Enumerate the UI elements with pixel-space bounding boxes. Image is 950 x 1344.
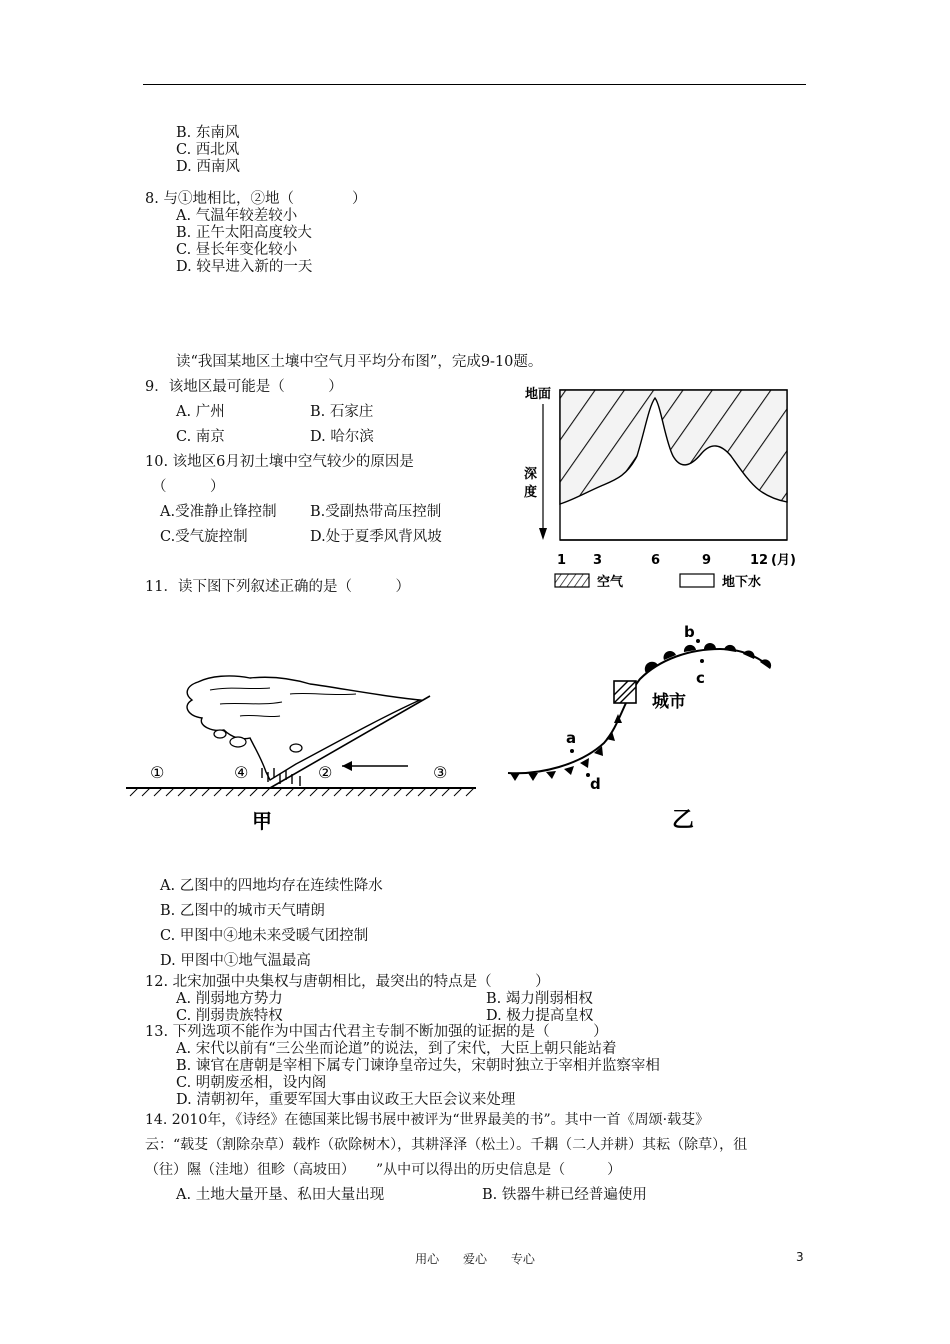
point-c-label: c bbox=[696, 669, 705, 687]
point-3: ③ bbox=[433, 763, 448, 782]
q7-option-d: D. 西南风 bbox=[176, 159, 240, 175]
point-a-dot bbox=[570, 749, 574, 753]
q10-stem: 10. 该地区6月初土壤中空气较少的原因是 bbox=[145, 454, 414, 470]
page-number: 3 bbox=[796, 1250, 804, 1264]
q12-option-c: C. 削弱贵族特权 bbox=[176, 1008, 283, 1024]
q9-stem: 9．该地区最可能是（ ） bbox=[145, 379, 343, 395]
q14-option-b: B. 铁器牛耕已经普遍使用 bbox=[482, 1187, 647, 1203]
cloud-puff-2 bbox=[214, 730, 226, 738]
figure-yi-caption: 乙 bbox=[672, 808, 695, 833]
point-a-label: a bbox=[566, 729, 577, 747]
point-1: ① bbox=[150, 763, 165, 782]
depth-arrowhead bbox=[539, 528, 547, 540]
q9-option-d: D. 哈尔滨 bbox=[310, 429, 374, 445]
front-line bbox=[508, 649, 770, 773]
cold-air-arrowhead bbox=[342, 761, 352, 771]
header-rule bbox=[143, 84, 806, 85]
q9-option-b: B. 石家庄 bbox=[310, 404, 374, 420]
footer-word-2: 爱心 bbox=[462, 1252, 487, 1266]
x-tick-9: 9 bbox=[702, 553, 712, 568]
footer-word-3: 专心 bbox=[510, 1252, 535, 1266]
q9-option-c: C. 南京 bbox=[176, 429, 225, 445]
figure-jia-caption: 甲 bbox=[252, 809, 272, 833]
x-tick-3: 3 bbox=[593, 553, 603, 568]
q12-option-a: A. 削弱地方势力 bbox=[176, 991, 283, 1007]
q8-option-b: B. 正午太阳高度较大 bbox=[176, 225, 312, 241]
intro-9-10: 读“我国某地区土壤中空气月平均分布图”，完成9-10题。 bbox=[176, 354, 543, 370]
figure-yi bbox=[500, 615, 785, 835]
q13-stem: 13. 下列选项不能作为中国古代君主专制不断加强的证据的是（ ） bbox=[145, 1024, 608, 1040]
q8-option-a: A. 气温年较差较小 bbox=[176, 208, 298, 224]
figure-jia bbox=[120, 660, 485, 835]
q12-option-b: B. 竭力削弱相权 bbox=[486, 991, 593, 1007]
point-2: ② bbox=[318, 763, 333, 782]
legend-air-swatch bbox=[555, 574, 589, 587]
point-d-label: d bbox=[590, 775, 601, 793]
q8-option-d: D. 较早进入新的一天 bbox=[176, 259, 313, 275]
q7-option-c: C. 西北风 bbox=[176, 142, 240, 158]
x-tick-12: 12 bbox=[750, 553, 769, 568]
q12-option-d: D. 极力提高皇权 bbox=[486, 1008, 594, 1024]
warm-front-semicircles bbox=[645, 643, 771, 673]
point-b-dot bbox=[696, 639, 700, 643]
q10-option-d: D.处于夏季风背风坡 bbox=[310, 529, 442, 545]
legend-groundwater-label: 地下水 bbox=[722, 575, 762, 590]
q11-option-b: B. 乙图中的城市天气晴朗 bbox=[160, 903, 325, 919]
q13-option-a: A. 宋代以前有“三公坐而论道”的说法，到了宋代，大臣上朝只能站着 bbox=[176, 1041, 617, 1057]
q14-line-2: 云：“载芟（割除杂草）载柞（砍除树木），其耕泽泽（松土）。千耦（二人并耕）其耘（除草），徂 bbox=[145, 1137, 748, 1153]
x-unit: (月) bbox=[771, 553, 796, 568]
q10-option-a: A.受准静止锋控制 bbox=[160, 504, 277, 520]
q8-option-c: C. 昼长年变化较小 bbox=[176, 242, 298, 258]
q11-option-c: C. 甲图中④地未来受暖气团控制 bbox=[160, 928, 369, 944]
q14-option-a: A. 土地大量开垦、私田大量出现 bbox=[176, 1187, 385, 1203]
city-label: 城市 bbox=[652, 692, 686, 712]
depth-label-2: 度 bbox=[524, 485, 538, 500]
q13-option-b: B. 谏官在唐朝是宰相下属专门谏诤皇帝过失，宋朝时独立于宰相并监察宰相 bbox=[176, 1058, 660, 1074]
point-b-label: b bbox=[684, 623, 695, 641]
q13-option-c: C. 明朝废丞相，设内阁 bbox=[176, 1075, 327, 1091]
ground-hatching bbox=[130, 788, 474, 796]
q10-paren: （ ） bbox=[152, 479, 225, 495]
cold-front-triangles bbox=[510, 714, 622, 781]
cloud-mass bbox=[187, 676, 420, 780]
q14-line-1: 14. 2010年，《诗经》在德国莱比锡书展中被评为“世界最美的书”。其中一首《周颂·载芟》 bbox=[145, 1112, 710, 1128]
legend-air-label: 空气 bbox=[597, 575, 624, 590]
cloud-puff-1 bbox=[230, 737, 246, 747]
q13-option-d: D. 清朝初年，重要军国大事由议政王大臣会议来处理 bbox=[176, 1092, 516, 1108]
depth-label-1: 深 bbox=[524, 467, 538, 482]
q8-stem: 8. 与①地相比，②地（ ） bbox=[145, 191, 367, 207]
point-4: ④ bbox=[234, 763, 249, 782]
q10-option-b: B.受副热带高压控制 bbox=[310, 504, 442, 520]
legend-groundwater-swatch bbox=[680, 574, 714, 587]
cloud-puff-3 bbox=[290, 744, 302, 752]
surface-label: 地面 bbox=[525, 387, 552, 402]
q9-option-a: A. 广州 bbox=[176, 404, 225, 420]
q14-line-3: （往）隰（洼地）徂畛（高坡田） ”从中可以得出的历史信息是（ ） bbox=[145, 1162, 622, 1178]
q10-option-c: C.受气旋控制 bbox=[160, 529, 248, 545]
q7-option-b: B. 东南风 bbox=[176, 125, 240, 141]
soil-air-chart bbox=[515, 378, 810, 593]
q11-option-d: D. 甲图中①地气温最高 bbox=[160, 953, 311, 969]
page-footer bbox=[0, 1250, 950, 1267]
footer-word-1: 用心 bbox=[415, 1252, 440, 1266]
point-c-dot bbox=[700, 659, 704, 663]
x-tick-6: 6 bbox=[651, 553, 661, 568]
q12-stem: 12. 北宋加强中央集权与唐朝相比，最突出的特点是（ ） bbox=[145, 974, 550, 990]
q11-stem: 11．读下图下列叙述正确的是（ ） bbox=[145, 579, 410, 595]
x-tick-1: 1 bbox=[557, 553, 567, 568]
q11-option-a: A. 乙图中的四地均存在连续性降水 bbox=[160, 878, 383, 894]
